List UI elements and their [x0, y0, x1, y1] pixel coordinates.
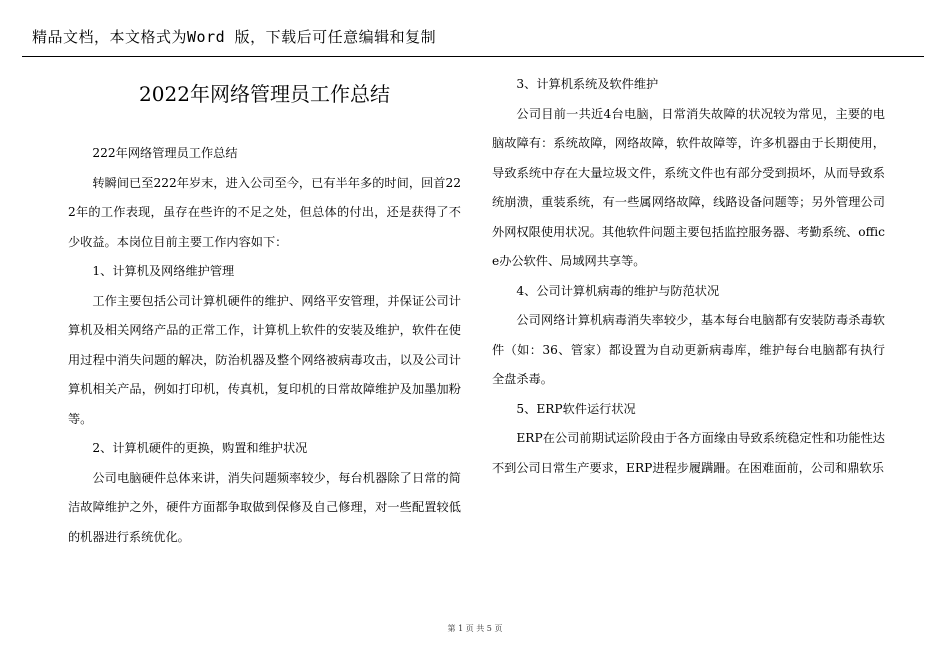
body-paragraph: 公司网络计算机病毒消失率较少，基本每台电脑都有安装防毒杀毒软件（如：36、管家）都设置为自动更新病毒库，维护每台电脑都有执行全盘杀毒。 [492, 313, 885, 386]
page-footer: 第 1 页 共 5 页 [447, 624, 503, 633]
body-paragraph: 公司电脑硬件总体来讲，消失问题频率较少，每台机器除了日常的简洁故障维护之外，硬件方面都争取做到保修及自己修理，对一些配置较低的机器进行系统优化。 [68, 470, 461, 544]
intro-paragraph: 转瞬间已至222年岁末，进入公司至今，已有半年多的时间，回首222年的工作表现，虽存在些许的不足之处，但总体的付出，还是获得了不少收益。本岗位目前主要工作内容如下： [68, 175, 461, 249]
section-heading: 3、计算机系统及软件维护 [516, 77, 659, 91]
section-heading: 1、计算机及网络维护管理 [92, 264, 235, 278]
right-column [492, 56, 885, 483]
section-heading: 4、公司计算机病毒的维护与防范状况 [516, 283, 720, 298]
document-title: 2022年网络管理员工作总结 [139, 82, 390, 106]
body-paragraph: ERP在公司前期试运阶段由于各方面缘由导致系统稳定性和功能性达不到公司日常生产要求，ERP进程步履蹒跚。在困难面前，公司和鼎软乐 [492, 431, 885, 475]
body-paragraph: 工作主要包括公司计算机硬件的维护、网络平安管理，并保证公司计算机及相关网络产品的正常工作，计算机上软件的安装及维护，软件在使用过程中消失问题的解决，防治机器及整个网络被病毒攻击，以及公司计算机相关产品，例如打印机，传真机，复印机的日常故障维护及加墨加粉等。 [68, 293, 461, 426]
section-heading: 5、ERP软件运行状况 [516, 401, 636, 416]
body-paragraph: 公司目前一共近4台电脑，日常消失故障的状况较为常见，主要的电脑故障有：系统故障，网络故障，软件故障等，许多机器由于长期使用，导致系统中存在大量垃圾文件，系统文件也有部分受到损坏，从而导致系统崩溃，重装系统，有一些属网络故障，线路设备问题等；另外管理公司外网权限使用状况。其他软件问题主要包括监控服务器、考勤系统、office办公软件、局域网共享等。 [492, 106, 885, 268]
document-header: 精品文档，本文格式为Word 版，下载后可任意编辑和复制 [32, 28, 437, 46]
left-column [68, 56, 461, 552]
section-heading: 2、计算机硬件的更换，购置和维护状况 [92, 441, 308, 455]
subtitle-paragraph: 222年网络管理员工作总结 [92, 146, 238, 160]
